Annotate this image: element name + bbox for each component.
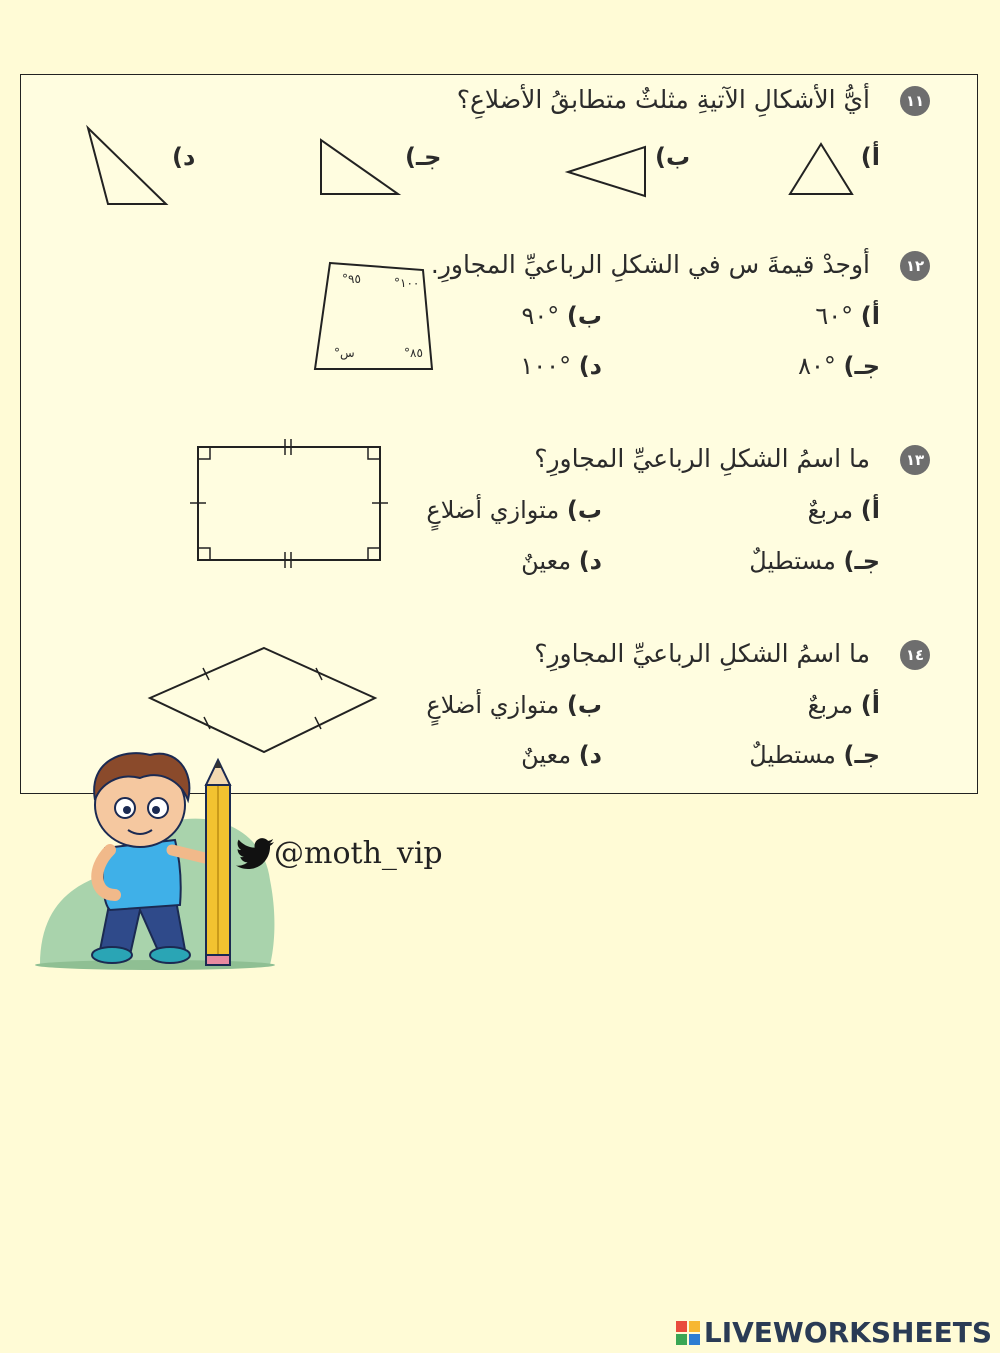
question-11-text: أيُّ الأشكالِ الآتيةِ مثلثٌ متطابقُ الأضلاعِ؟ xyxy=(456,85,870,114)
q12-option-a[interactable]: أ) °٦٠ xyxy=(815,302,880,330)
question-13-text: ما اسمُ الشكلِ الرباعيِّ المجاورِ؟ xyxy=(534,444,870,473)
q11-option-d-label[interactable]: د) xyxy=(172,143,196,171)
q12-option-c[interactable]: جـ) °٨٠ xyxy=(798,352,880,380)
q13-option-d[interactable]: د) معينٌ xyxy=(521,547,602,575)
liveworksheets-logo-icon xyxy=(676,1321,700,1345)
q14-option-a[interactable]: أ) مربعٌ xyxy=(807,691,880,719)
twitter-bird-icon xyxy=(236,838,274,870)
q13-option-c[interactable]: جـ) مستطيلٌ xyxy=(749,547,880,575)
q14-option-b[interactable]: ب) متوازي أضلاعٍ xyxy=(426,691,602,719)
twitter-handle[interactable] xyxy=(236,836,443,871)
q13-option-b[interactable]: ب) متوازي أضلاعٍ xyxy=(426,496,602,524)
handle-text: @moth_vip xyxy=(274,836,443,871)
q11-option-a-label[interactable]: أ) xyxy=(860,143,880,171)
q13-option-a[interactable]: أ) مربعٌ xyxy=(807,496,880,524)
q11-option-b-label[interactable]: ب) xyxy=(655,143,691,171)
question-number-13: ١٣ xyxy=(900,445,930,475)
q12-option-d[interactable]: د) °١٠٠ xyxy=(520,352,602,380)
angle-label-top-left: °٩٥ xyxy=(342,272,361,286)
angle-label-bottom-right: °٨٥ xyxy=(404,346,423,360)
question-number-14: ١٤ xyxy=(900,640,930,670)
q11-option-c-label[interactable]: جـ) xyxy=(405,143,442,171)
brand-text: LIVEWORKSHEETS xyxy=(703,1316,992,1349)
angle-label-top-right: °١٠٠ xyxy=(394,276,420,290)
question-12-text: أوجدْ قيمةَ س في الشكلِ الرباعيِّ المجاورِ. xyxy=(430,250,870,279)
q14-option-c[interactable]: جـ) مستطيلٌ xyxy=(749,741,880,769)
q14-option-d[interactable]: د) معينٌ xyxy=(521,741,602,769)
question-number-11: ١١ xyxy=(900,86,930,116)
angle-label-bottom-left: °س xyxy=(334,346,355,360)
question-number-12: ١٢ xyxy=(900,251,930,281)
q12-option-b[interactable]: ب) °٩٠ xyxy=(521,302,602,330)
question-14-text: ما اسمُ الشكلِ الرباعيِّ المجاورِ؟ xyxy=(534,639,870,668)
liveworksheets-logo[interactable] xyxy=(676,1316,992,1349)
